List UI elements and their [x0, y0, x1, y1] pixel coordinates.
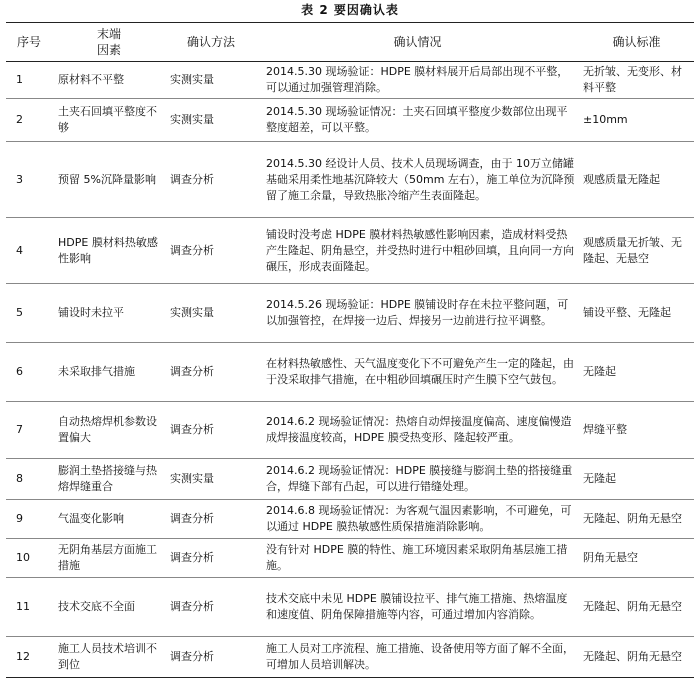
cell-standard: 无隆起	[583, 365, 616, 378]
cell-standard: 观感质量无折皱、无隆起、无悬空	[583, 235, 682, 265]
cell-factor: 预留 5%沉降量影响	[58, 172, 156, 186]
cell-method: 调查分析	[170, 243, 214, 257]
cell-factor: 膨润土垫搭接缝与热熔焊缝重合	[58, 464, 157, 493]
cell-no: 12	[16, 650, 30, 663]
cell-method: 调查分析	[170, 551, 214, 564]
header-factor-line1: 末端	[96, 27, 121, 41]
cell-situation: 2014.6.2 现场验证情况：热熔自动焊接温度偏高、速度偏慢造成焊接温度较高，HDPE 膜受热变形、隆起较严重。	[266, 415, 572, 444]
table-row	[6, 284, 694, 343]
cell-situation: 没有针对 HDPE 膜的特性、施工环境因素采取阴角基层施工措施。	[266, 543, 568, 572]
header-no: 序号	[16, 35, 41, 49]
cell-standard: 无隆起	[583, 472, 616, 485]
table-row	[6, 539, 694, 578]
cell-no: 6	[16, 365, 23, 378]
cell-method: 实测实量	[170, 306, 214, 319]
table-row	[6, 500, 694, 539]
table-row	[6, 578, 694, 637]
cell-method: 调查分析	[170, 512, 214, 525]
cell-no: 10	[16, 551, 30, 564]
table-header-row	[6, 23, 694, 62]
header-method: 确认方法	[186, 35, 235, 49]
table-row	[6, 402, 694, 459]
cell-situation: 2014.5.30 现场验证情况：土夹石回填平整度少数部位出现平整度超差，可以平整。	[266, 105, 568, 134]
cell-no: 8	[16, 472, 23, 485]
cell-situation: 在材料热敏感性、天气温度变化下不可避免产生一定的隆起，由于没采取排气措施，在中粗砂回填碾压时产生膜下空气鼓包。	[266, 357, 574, 386]
table-row	[6, 218, 694, 284]
header-standard: 确认标准	[612, 35, 661, 49]
cell-factor: HDPE 膜材料热敏感性影响	[58, 235, 158, 265]
cell-situation: 2014.6.2 现场验证情况：HDPE 膜接缝与膨润土垫的搭接缝重合，焊缝下部有凸起，可以进行错缝处理。	[266, 464, 573, 493]
cell-no: 7	[16, 423, 23, 436]
cell-situation: 铺设时没考虑 HDPE 膜材料热敏感性影响因素，造成材料受热产生隆起、阴角悬空，并受热时进行中粗砂回填，且向同一方向碾压，形成表面隆起。	[266, 227, 574, 273]
cell-standard: 无隆起、阴角无悬空	[583, 650, 682, 663]
cell-method: 调查分析	[170, 423, 214, 436]
cell-factor: 无阴角基层方面施工措施	[58, 543, 157, 572]
cell-no: 3	[16, 172, 23, 186]
cell-method: 实测实量	[170, 472, 214, 485]
cell-no: 9	[16, 512, 23, 525]
cell-factor: 施工人员技术培训不到位	[58, 642, 157, 671]
cell-situation: 2014.5.30 现场验证：HDPE 膜材料展开后局部出现不平整，可以通过加强管理消除。	[266, 65, 569, 94]
cell-no: 1	[16, 73, 23, 86]
table-row	[6, 99, 694, 142]
cell-situation: 施工人员对工序流程、施工措施、设备使用等方面了解不全面，可增加人员培训解决。	[266, 642, 574, 671]
cell-standard: 焊缝平整	[583, 423, 627, 436]
table-row	[6, 343, 694, 402]
factor-confirmation-table	[6, 22, 694, 678]
cell-standard: 铺设平整、无隆起	[583, 306, 671, 319]
cell-method: 调查分析	[170, 650, 214, 663]
cell-method: 实测实量	[170, 73, 214, 86]
table-row	[6, 62, 694, 99]
cell-factor: 土夹石回填平整度不够	[58, 105, 157, 134]
cell-factor: 原材料不平整	[58, 73, 124, 86]
cell-factor: 自动热熔焊机参数设置偏大	[58, 415, 157, 444]
header-factor-line2: 因素	[96, 43, 121, 57]
cell-method: 实测实量	[170, 113, 214, 126]
cell-standard: 无隆起、阴角无悬空	[583, 600, 682, 613]
cell-no: 11	[16, 600, 30, 613]
cell-standard: 无折皱、无变形、材料平整	[583, 65, 682, 94]
cell-factor: 技术交底不全面	[58, 600, 135, 613]
cell-situation: 2014.5.30 经设计人员、技术人员现场调查，由于 10万立储罐基础采用柔性地基沉降较大（50mm 左右），施工单位为沉降预留了施工余量，导致热胀冷缩产生表面隆起。	[266, 156, 575, 202]
cell-no: 4	[16, 243, 23, 257]
cell-no: 5	[16, 306, 23, 319]
cell-standard: 阴角无悬空	[583, 551, 638, 564]
table-row	[6, 142, 694, 218]
cell-method: 调查分析	[170, 600, 214, 613]
cell-situation: 2014.5.26 现场验证：HDPE 膜铺设时存在未拉平整问题，可以加强管控，在焊接一边后、焊接另一边前进行拉平调整。	[266, 298, 569, 327]
cell-standard: ±10mm	[583, 113, 628, 126]
cell-method: 调查分析	[170, 172, 214, 186]
cell-standard: 观感质量无隆起	[583, 172, 660, 186]
header-factor	[52, 23, 166, 61]
cell-factor: 未采取排气措施	[58, 365, 135, 378]
header-situation: 确认情况	[393, 35, 442, 49]
cell-factor: 气温变化影响	[58, 512, 124, 525]
table-caption: 表 2 要因确认表	[301, 3, 399, 17]
cell-factor: 铺设时未拉平	[58, 306, 124, 319]
cell-situation: 2014.6.8 现场验证情况：为客观气温因素影响，不可避免，可以通过 HDPE 膜热敏感性质保措施消除影响。	[266, 504, 572, 533]
cell-standard: 无隆起、阴角无悬空	[583, 512, 682, 525]
cell-no: 2	[16, 113, 23, 126]
cell-situation: 技术交底中未见 HDPE 膜铺设拉平、排气施工措施、热熔温度和速度值、阴角保障措施等内容，可通过增加内容消除。	[266, 592, 568, 621]
cell-method: 调查分析	[170, 365, 214, 378]
table-row	[6, 459, 694, 500]
table-row	[6, 637, 694, 677]
